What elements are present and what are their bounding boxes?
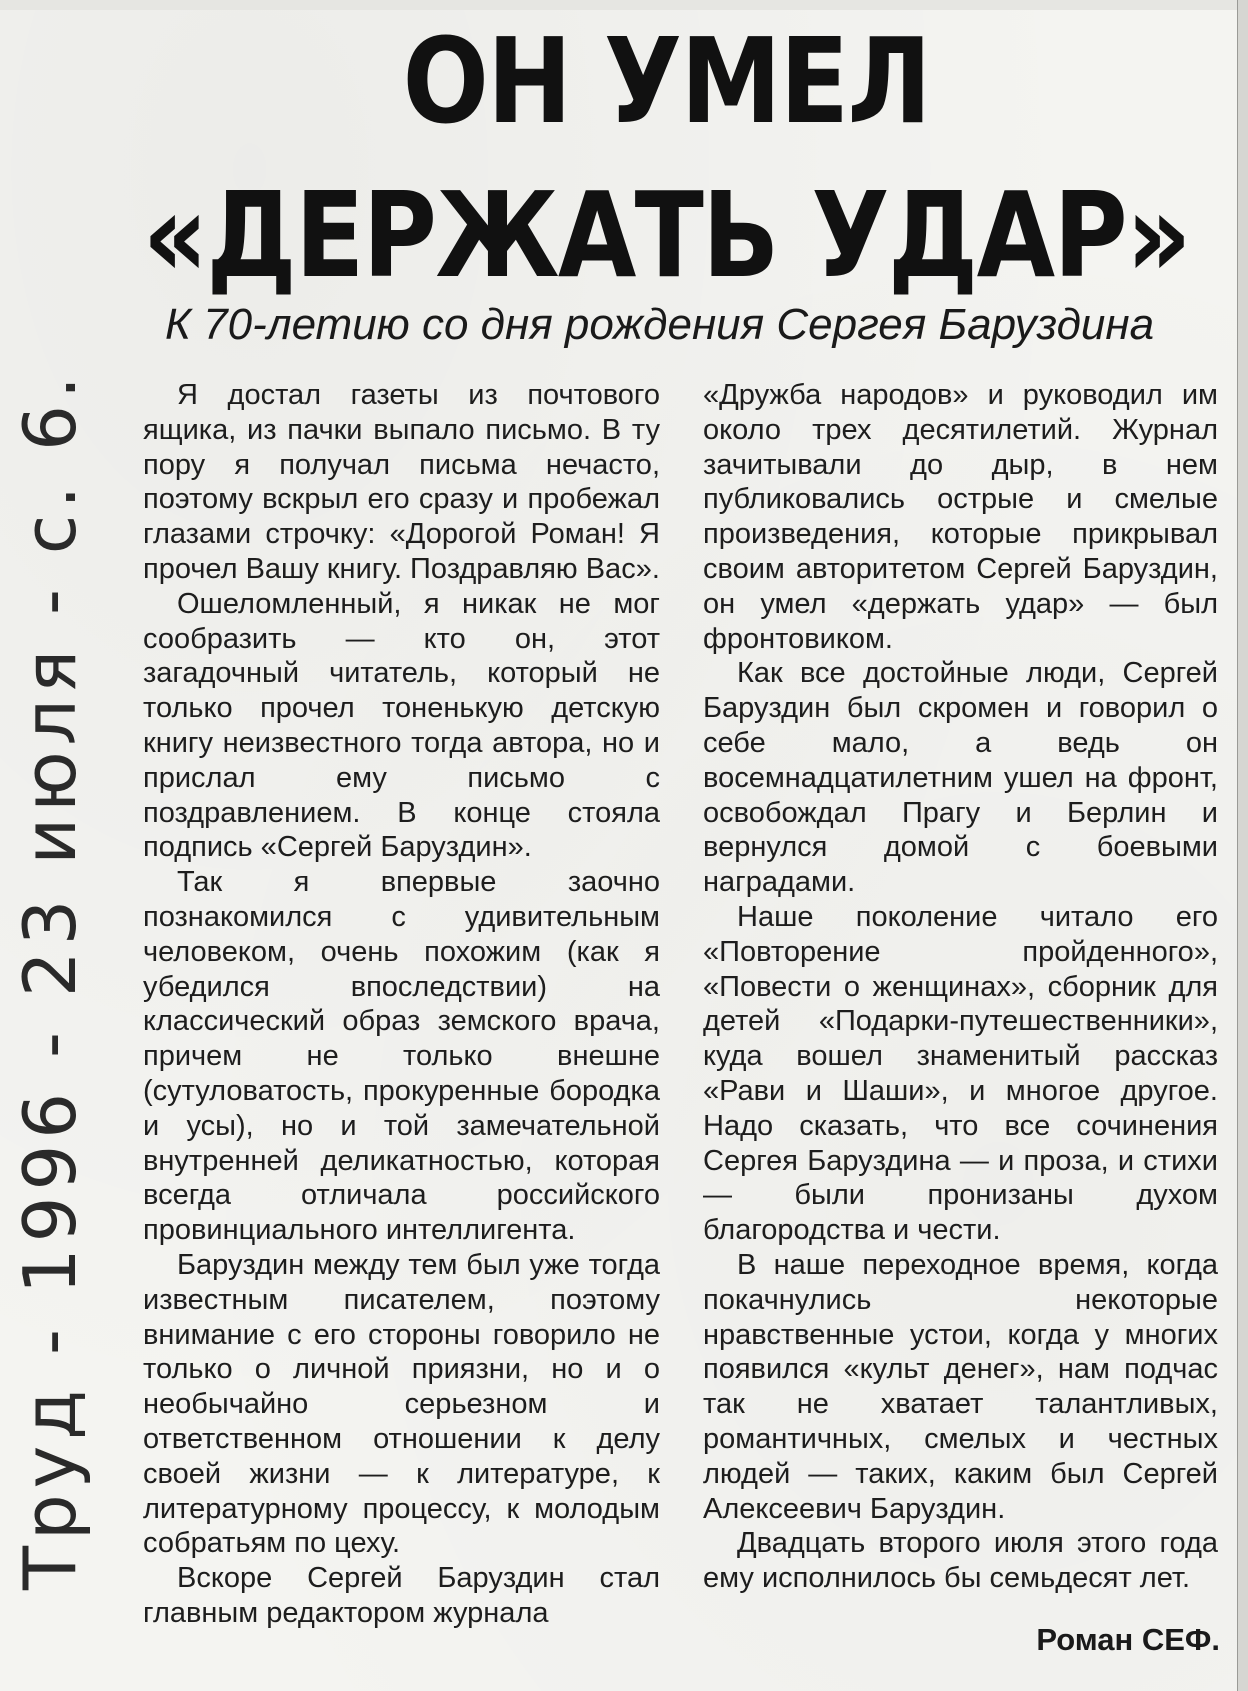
article-left-column [143,378,660,1631]
paragraph: Вскоре Сергей Баруздин стал главным редактором журнала [143,1562,660,1629]
paragraph: В наше переходное время, когда покачнулись некоторые нравственные устои, когда у многих появился «культ денег», нам подчас так не хватает талантливых, романтичных, смелых и честных людей — таких, каким был Сергей Алексеевич Баруздин. [703,1248,1218,1525]
handwritten-source-note: Труд - 1996 - 23 июля - с. 6. [8,370,92,1590]
headline-line-1: ОН УМЕЛ [402,12,930,150]
clipping-top-edge [0,0,1248,10]
headline-line-2: «ДЕРЖАТЬ УДАР» [142,166,1190,304]
article-right-column [703,378,1218,1596]
paragraph: Я достал газеты из почтового ящика, из пачки выпало письмо. В ту пору я получал письма нечасто, поэтому вскрыл его сразу и пробежал глазами строчку: «Дорогой Роман! Я прочел Вашу книгу. Поздравляю Вас». [143,379,660,585]
paragraph: Наше поколение читало его «Повторение пройденного», «Повести о женщинах», сборник для детей «Подарки-путешественники», куда вошел знаменитый рассказ «Рави и Шаши», и многое другое. Надо сказать, что все сочинения Сергея Баруздина — и проза, и стихи — были пронизаны духом благородства и чести. [703,900,1218,1247]
paragraph: Так я впервые заочно познакомился с удивительным человеком, очень похожим (как я убедился впоследствии) на классический образ земского врача, причем не только внешне (сутуловатость, прокуренные бородка и усы), но и той замечательной внутренней деликатностью, которая всегда отличала российского провинциального интеллигента. [143,866,660,1247]
paragraph: Баруздин между тем был уже тогда известным писателем, поэтому внимание с его стороны говорило не только о личной приязни, но и о необычайно серьезном и ответственном отношении к делу своей жизни — к литературе, к литературному процессу, к молодым собратьям по цеху. [143,1248,660,1560]
paragraph: Двадцать второго июля этого года ему исполнилось бы семьдесят лет. [703,1527,1218,1595]
paragraph: Как все достойные люди, Сергей Баруздин был скромен и говорил о себе мало, а ведь он восемнадцатилетним ушел на фронт, освобождал Прагу и Берлин и вернулся домой с боевыми наградами. [703,657,1218,899]
author-signature: Роман СЕФ. [1036,1622,1220,1657]
article-subtitle: К 70-летию со дня рождения Сергея Баруздина [165,300,1155,349]
paragraph-continuation: «Дружба народов» и руководил им около трех десятилетий. Журнал зачитывали до дыр, в нем публиковались острые и смелые произведения, которые прикрывал своим авторитетом Сергей Баруздин, он умел «держать удар» — был фронтовиком. [703,379,1218,655]
paragraph: Ошеломленный, я никак не мог сообразить — кто он, этот загадочный читатель, который не только прочел тоненькую детскую книгу неизвестного тогда автора, но и прислал ему письмо с поздравлением. В конце стояла подпись «Сергей Баруздин». [143,587,660,864]
clipping-right-edge [1237,0,1248,1691]
